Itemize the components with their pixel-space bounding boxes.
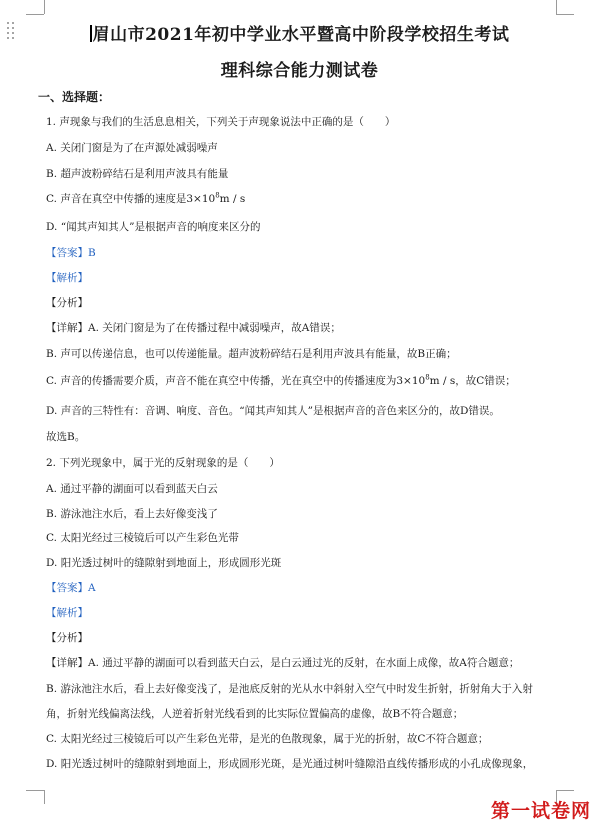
- q1-detail-c-exponent: 8: [425, 373, 430, 382]
- q2-detail-c: C. 太阳光经过三棱镜后可以产生彩色光带，是光的色散现象，属于光的折射，故C不符合题意；: [46, 733, 489, 745]
- q1-analysis-label: 【解析】: [46, 272, 88, 284]
- q2-answer: 【答案】A: [46, 582, 96, 594]
- q1-option-c-exponent: 8: [215, 191, 220, 200]
- q1-stem: 1. 声现象与我们的生活息息相关，下列关于声现象说法中正确的是（ ）: [46, 116, 396, 128]
- q1-option-b: B. 超声波粉碎结石是利用声波具有能量: [46, 168, 229, 180]
- crop-mark-top-right-h: [556, 14, 574, 15]
- q2-fenxi-label: 【分析】: [46, 632, 88, 644]
- q1-detail-c: [46, 373, 516, 388]
- q2-detail-a: 【详解】A. 通过平静的湖面可以看到蓝天白云，是白云通过光的反射，在水面上成像，故A符合题意；: [46, 657, 520, 669]
- q1-detail-a: 【详解】A. 关闭门窗是为了在传播过程中减弱噪声，故A错误；: [46, 322, 341, 334]
- q1-option-c-text: C. 声音在真空中传播的速度是: [46, 193, 187, 205]
- q2-analysis-label: 【解析】: [46, 607, 88, 619]
- crop-mark-bottom-right-h: [556, 790, 574, 791]
- q1-detail-d: D. 声音的三特性有：音调、响度、音色。“闻其声知其人”是根据声音的音色来区分的，故D错误。: [46, 405, 500, 417]
- q1-fenxi-label: 【分析】: [46, 297, 88, 309]
- q2-detail-b-cont: 角，折射光线偏离法线，人逆着折射光线看到的比实际位置偏高的虚像，故B不符合题意；: [46, 708, 464, 720]
- q2-detail-b: B. 游泳池注水后，看上去好像变浅了，是池底反射的光从水中斜射入空气中时发生折射，折射角大于入射: [46, 683, 533, 695]
- crop-mark-bottom-left-v: [44, 790, 45, 804]
- q1-option-a: A. 关闭门窗是为了在声源处减弱噪声: [46, 142, 218, 154]
- q1-conclusion: 故选B。: [46, 431, 86, 443]
- crop-mark-top-left-v: [44, 0, 45, 14]
- q1-option-d: D. “闻其声知其人”是根据声音的响度来区分的: [46, 221, 261, 233]
- q2-detail-d: D. 阳光透过树叶的缝隙射到地面上，形成圆形光斑，是光通过树叶缝隙沿直线传播形成的小孔成像现象，: [46, 758, 534, 770]
- q2-option-a: A. 通过平静的湖面可以看到蓝天白云: [46, 483, 218, 495]
- q2-stem: 2. 下列光现象中，属于光的反射现象的是（ ）: [46, 457, 280, 469]
- q1-option-c: [46, 191, 245, 206]
- q1-option-c-value: 3×10: [186, 193, 216, 205]
- text-cursor: [90, 25, 92, 42]
- crop-mark-top-right-v: [556, 0, 557, 14]
- q1-detail-c-suffix: m / s，故C错误；: [429, 375, 516, 387]
- q1-option-c-unit: m / s: [219, 193, 246, 205]
- q1-detail-c-text: C. 声音的传播需要介质，声音不能在真空中传播，光在真空中的传播速度为: [46, 375, 397, 387]
- crop-mark-bottom-left-h: [26, 790, 44, 791]
- q2-option-b: B. 游泳池注水后，看上去好像变浅了: [46, 508, 218, 520]
- q1-detail-c-value: 3×10: [396, 375, 426, 387]
- exam-subtitle: 理科综合能力测试卷: [220, 61, 379, 81]
- q2-option-d: D. 阳光透过树叶的缝隙射到地面上，形成圆形光斑: [46, 557, 282, 569]
- q1-answer: 【答案】B: [46, 247, 96, 259]
- watermark-logo: 第一试卷网: [490, 800, 591, 822]
- exam-title: [0, 20, 599, 45]
- exam-title-text: 眉山市2021年初中学业水平暨高中阶段学校招生考试: [92, 25, 510, 45]
- q2-option-c: C. 太阳光经过三棱镜后可以产生彩色光带: [46, 532, 239, 544]
- section-heading: 一、选择题：: [38, 90, 111, 104]
- q1-detail-b: B. 声可以传递信息，也可以传递能量。超声波粉碎结石是利用声波具有能量，故B正确；: [46, 348, 457, 360]
- crop-mark-top-left-h: [26, 14, 44, 15]
